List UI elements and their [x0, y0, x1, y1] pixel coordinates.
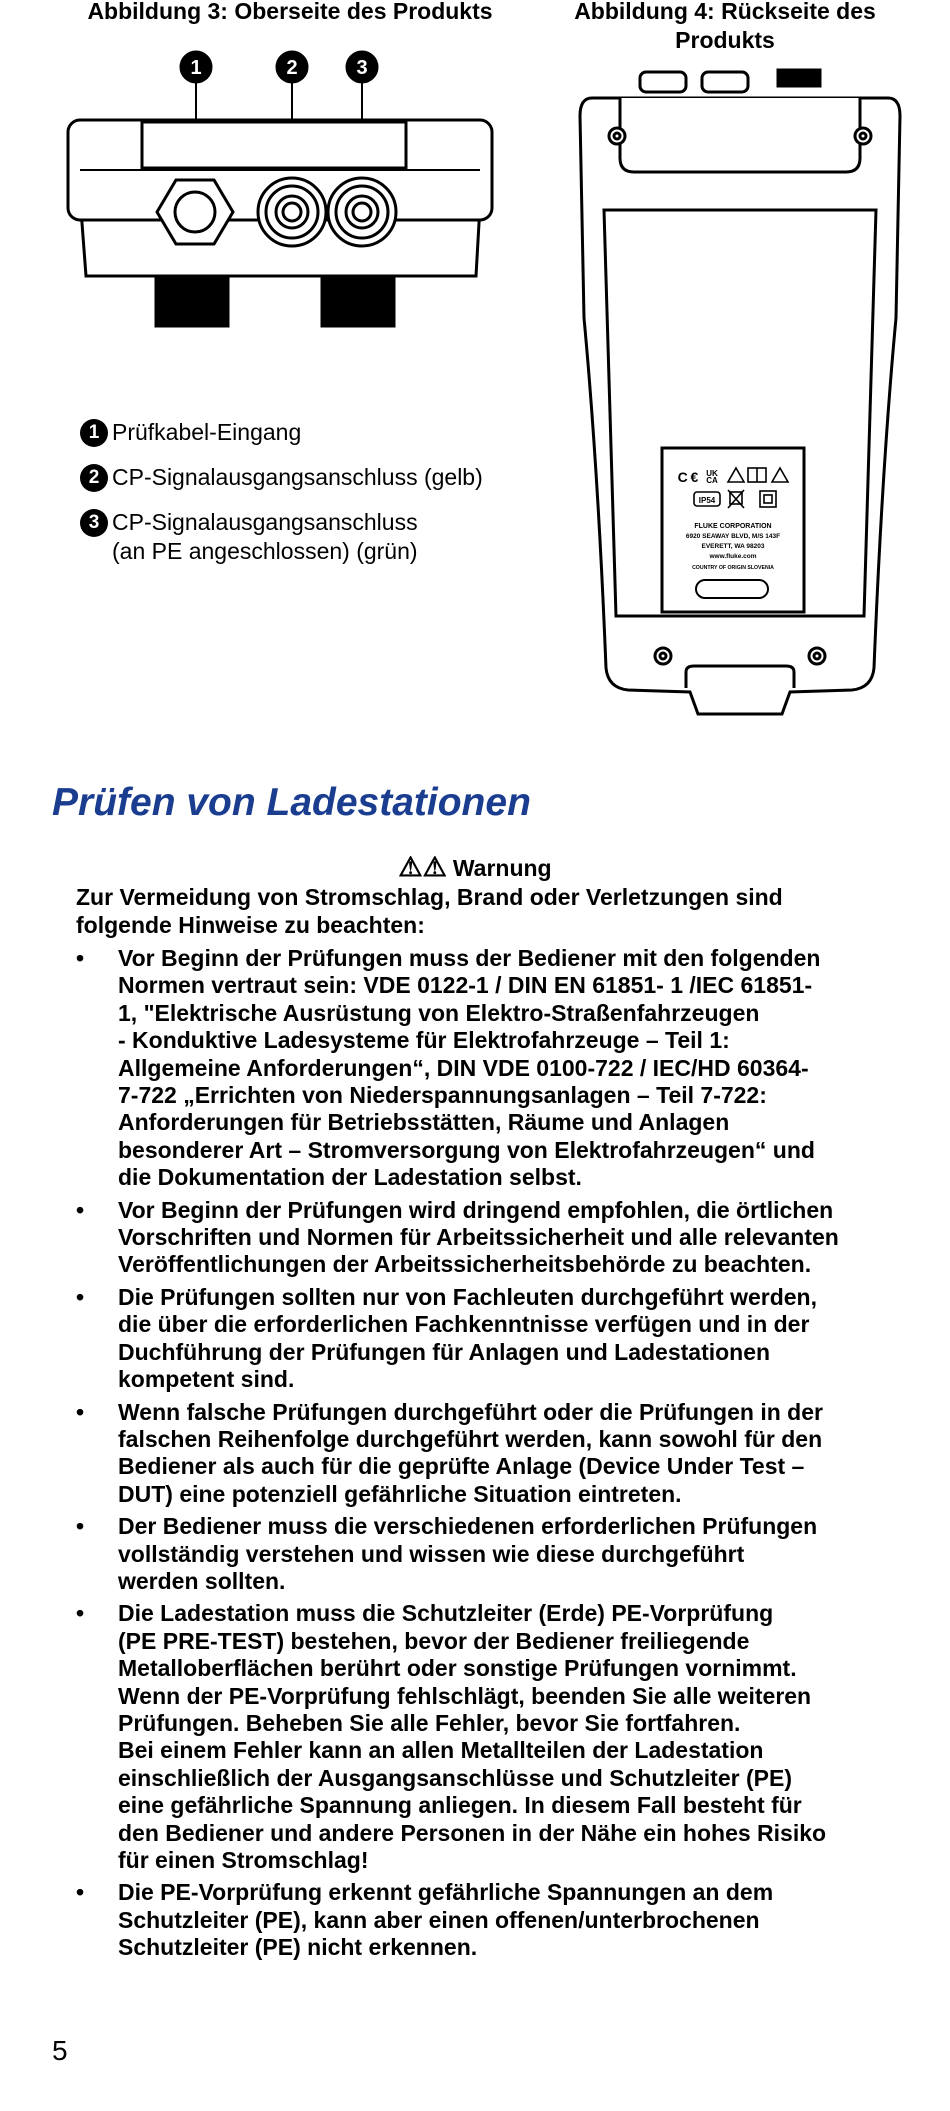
- list-item-text: Wenn falsche Prüfungen durchgeführt oder die Prüfungen in der falschen Reihenfolge durchgeführt werden, kann sowohl für den Bediener als auch für die geprüfte Anlage (Device Under Test – DUT) eine potenziell gefährliche Situation eintreten.: [118, 1398, 823, 1507]
- legend-number: 1: [80, 419, 108, 447]
- list-item-text: Die PE-Vorprüfung erkennt gefährliche Spannungen an dem Schutzleiter (PE), kann aber einen offenen/unterbrochenen Schutzleiter (PE) nicht erkennen.: [118, 1879, 774, 1961]
- label-company: FLUKE CORPORATION: [694, 523, 772, 530]
- list-item: [76, 1284, 926, 1394]
- svg-text:CA: CA: [706, 476, 718, 485]
- bullet-icon: •: [76, 1600, 85, 1627]
- warning-heading: [0, 853, 950, 883]
- list-item-text: Vor Beginn der Prüfungen wird dringend empfohlen, die örtlichen Vorschriften und Normen für Arbeitssicherheit und alle relevanten Veröffentlichungen der Arbeitssicherheitsbehörde zu beachten.: [118, 1196, 839, 1278]
- bullet-icon: •: [76, 1196, 85, 1223]
- figure-3-top-view-drawing: [60, 40, 500, 340]
- ce-mark-icon: C €: [677, 469, 699, 485]
- legend-text: Prüfkabel-Eingang: [112, 419, 302, 445]
- list-item-text: Die Prüfungen sollten nur von Fachleuten durchgeführt werden, die über die erforderlichen Fachkenntnisse verfügen und in der Duchführung der Prüfungen für Anlagen und Ladestationen kompetent sind.: [118, 1283, 817, 1393]
- warning-bullet-list: [76, 945, 926, 1967]
- label-website: www.fluke.com: [709, 553, 757, 560]
- section-title: Prüfen von Ladestationen: [52, 781, 531, 824]
- list-item: [76, 945, 926, 1192]
- list-item: [76, 1600, 926, 1874]
- list-item-text: Vor Beginn der Prüfungen muss der Bediener mit den folgenden Normen vertraut sein: VDE 0122-1 / DIN EN 61851- 1 /IEC 61851- 1, "Elektrische Ausrüstung von Elektro-Straßenfahrzeugen - Konduktive Ladesysteme für Elektrofahrzeuge – Teil 1: Allgemeine Anforderungen“, DIN VDE 0100-722 / IEC/HD 60364- 7-722 „Errichten von Niederspannungsanlagen – Teil 7-722: Anforderungen für Betriebsstätten, Räume und Anlagen besonderer Art – Stromversorgung von Elektrofahrzeugen“ und die Dokumentation der Ladestation selbst.: [118, 945, 821, 1191]
- page-number: 5: [52, 2035, 68, 2066]
- bullet-icon: •: [76, 1879, 85, 1906]
- label-address-2: EVERETT, WA 98203: [701, 543, 765, 550]
- legend-number: 2: [80, 464, 108, 492]
- warning-triangle-icon: ⚠⚠: [398, 852, 447, 882]
- figure-3-caption: Abbildung 3: Oberseite des Produkts: [87, 0, 493, 24]
- warning-label: Warnung: [452, 855, 552, 881]
- list-item: [76, 1399, 926, 1509]
- warning-intro: Zur Vermeidung von Stromschlag, Brand oder Verletzungen sind folgende Hinweise zu beachten:: [76, 884, 783, 938]
- list-item: [76, 1197, 926, 1279]
- bullet-icon: •: [76, 1513, 85, 1540]
- callout-1-label: 1: [190, 57, 202, 79]
- bullet-icon: •: [76, 1283, 85, 1310]
- legend-item: [80, 463, 560, 492]
- callout-legend: [80, 418, 560, 582]
- callout-3-label: 3: [356, 57, 368, 79]
- label-origin: COUNTRY OF ORIGIN SLOVENIA: [692, 565, 774, 571]
- bullet-icon: •: [76, 945, 85, 971]
- label-address-1: 6920 SEAWAY BLVD, M/S 143F: [685, 533, 781, 540]
- figure-4-caption: Abbildung 4: Rückseite des Produkts: [574, 0, 876, 53]
- legend-item: [80, 508, 560, 566]
- legend-number: 3: [80, 509, 108, 537]
- legend-text: CP-Signalausgangsanschluss (gelb): [112, 464, 483, 490]
- legend-item: [80, 418, 560, 447]
- legend-text: CP-Signalausgangsanschluss (an PE angeschlossen) (grün): [112, 509, 418, 564]
- callout-2-label: 2: [286, 57, 298, 79]
- label-ip-rating: IP54: [698, 496, 716, 505]
- list-item-text: Der Bediener muss die verschiedenen erforderlichen Prüfungen vollständig verstehen und wissen wie diese durchgeführt werden sollten.: [118, 1513, 818, 1594]
- list-item-text: Die Ladestation muss die Schutzleiter (Erde) PE-Vorprüfung (PE PRE-TEST) bestehen, bevor der Bediener freiliegende Metalloberflächen berührt oder sonstige Prüfungen vornimmt. Wenn der PE-Vorprüfung fehlschlägt, beenden Sie alle weiteren Prüfungen. Beheben Sie alle Fehler, bevor Sie fortfahren. Bei einem Fehler kann an allen Metallteilen der Ladestation einschließlich der Ausgangsanschlüsse und Schutzleiter (PE) eine gefährliche Spannung anliegen. In diesem Fall besteht für den Bediener und andere Personen in der Nähe ein hohes Risiko für einen Stromschlag!: [118, 1600, 827, 1873]
- list-item: [76, 1879, 926, 1961]
- ukca-mark-icon: UK: [706, 469, 718, 478]
- bullet-icon: •: [76, 1398, 85, 1425]
- list-item: [76, 1513, 926, 1595]
- figure-4-back-view-drawing: [570, 68, 910, 728]
